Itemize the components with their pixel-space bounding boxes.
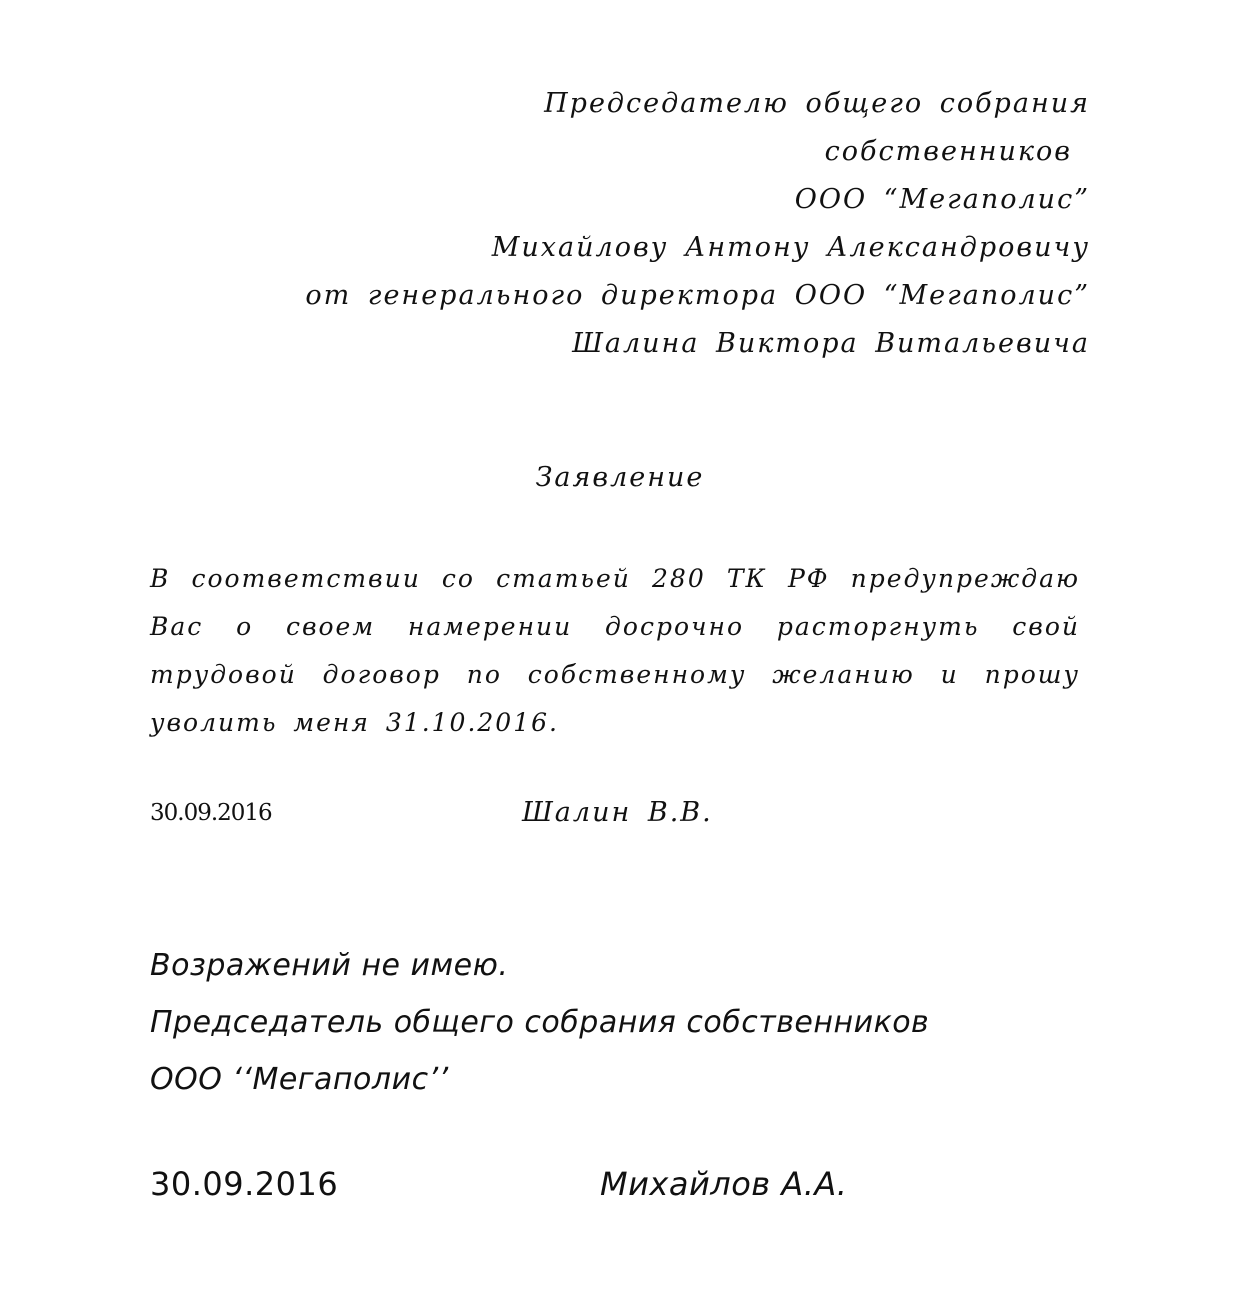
addressee-line: Михайлову Антону Александровичу — [491, 232, 1090, 263]
document-title: Заявление — [535, 462, 705, 493]
addressee-block — [305, 80, 1090, 368]
addressee-line: от генерального директора ООО “Мегаполис” — [305, 280, 1090, 311]
approval-line: ООО ‘‘Мегаполис’’ — [150, 1062, 449, 1097]
approval-line: Возражений не имею. — [150, 948, 509, 983]
addressee-line: Председателю общего собрания — [544, 88, 1090, 119]
addressee-line: ООО “Мегаполис” — [794, 184, 1090, 215]
approval-date: 30.09.2016 — [150, 1165, 339, 1203]
statement-body: В соответствии со статьей 280 ТК РФ предупреждаю Вас о своем намерении досрочно расторгнуть свой трудовой договор по собственному желанию и прошу уволить меня 31.10.2016. — [150, 564, 1080, 737]
applicant-signature: Шалин В.В. — [522, 797, 713, 828]
addressee-line: Шалина Виктора Витальевича — [572, 328, 1090, 359]
addressee-line: собственников — [824, 136, 1072, 167]
applicant-date: 30.09.2016 — [150, 800, 272, 826]
approval-block — [150, 937, 929, 1108]
approval-signature: Михайлов А.А. — [600, 1165, 848, 1203]
approval-line: Председатель общего собрания собственников — [150, 1005, 930, 1040]
